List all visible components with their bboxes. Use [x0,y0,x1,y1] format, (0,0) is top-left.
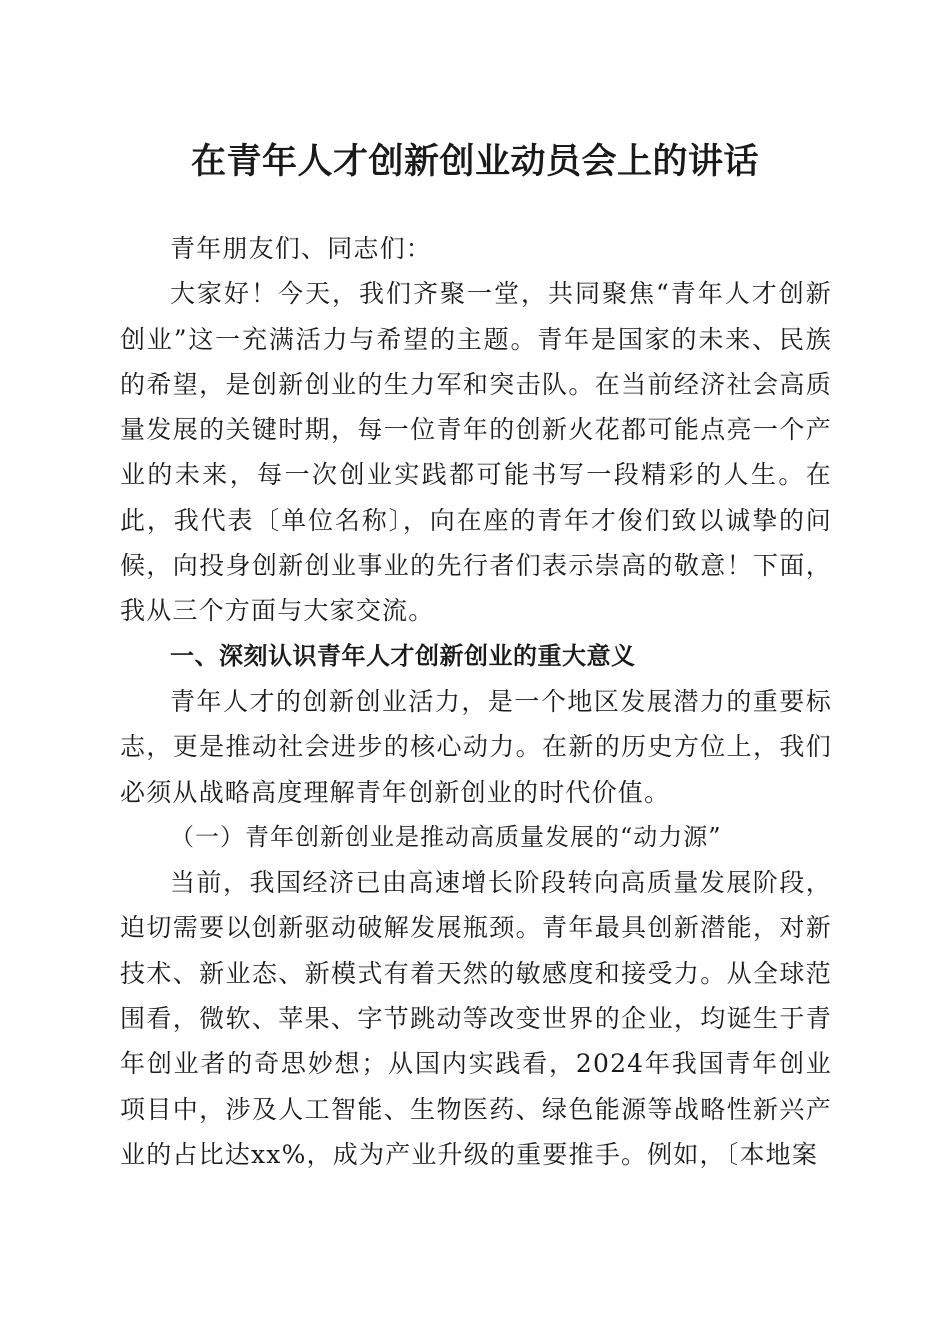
document-body [120,226,832,1177]
document-title: 在青年人才创新创业动员会上的讲话 [190,142,759,182]
section-heading-1: 一、深刻认识青年人才创新创业的重大意义 [170,641,636,670]
subsection-heading-1-1: （一）青年创新创业是推动高质量发展的“动力源” [170,822,722,851]
subsection-1-1-paragraph: 当前，我国经济已由高速增长阶段转向高质量发展阶段，迫切需要以创新驱动破解发展瓶颈。青年最具创新潜能，对新技术、新业态、新模式有着天然的敏感度和接受力。从全球范围看，微软、苹果、字节跳动等改变世界的企业，均诞生于青年创业者的奇思妙想；从国内实践看，2024年我国青年创业项目中，涉及人工智能、生物医药、绿色能源等战略性新兴产业的占比达xx%，成为产业升级的重要推手。例如，〔本地案 [120,868,832,1169]
intro-paragraph: 大家好！今天，我们齐聚一堂，共同聚焦“青年人才创新创业”这一充满活力与希望的主题。青年是国家的未来、民族的希望，是创新创业的生力军和突击队。在当前经济社会高质量发展的关键时期，每一位青年的创新火花都可能点亮一个产业的未来，每一次创业实践都可能书写一段精彩的人生。在此，我代表〔单位名称〕，向在座的青年才俊们致以诚挚的问候，向投身创新创业事业的先行者们表示崇高的敬意！下面，我从三个方面与大家交流。 [120,279,832,626]
salutation: 青年朋友们、同志们： [170,234,433,263]
section-1-paragraph: 青年人才的创新创业活力，是一个地区发展潜力的重要标志，更是推动社会进步的核心动力。在新的历史方位上，我们必须从战略高度理解青年创新创业的时代价值。 [120,686,832,807]
